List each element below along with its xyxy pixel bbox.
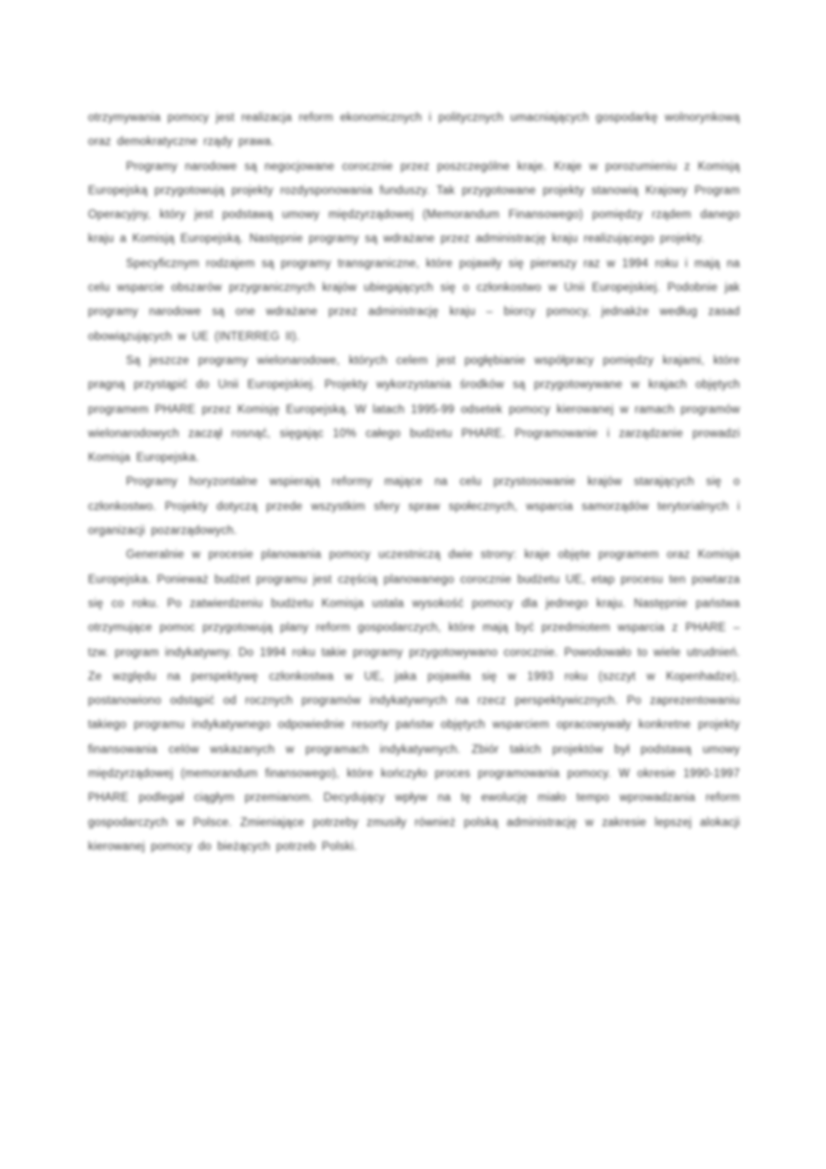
paragraph-multinational-programmes: Są jeszcze programy wielonarodowe, których celem jest pogłębianie współpracy pomiędzy krajami, które pragną przystąpić do Unii Europejskiej. Projekty wykorzystania środków są przygotowywane w krajach objętych programem PHARE przez Komisję Europejską. W latach 1995-99 odsetek pomocy kierowanej w ramach programów wielonarodowych zaczął rosnąć, sięgając 10% całego budżetu PHARE. Programowanie i zarządzanie prowadzi Komisja Europejska. <box>88 354 740 465</box>
paragraph-horizontal-programmes: Programy horyzontalne wspierają reformy mające na celu przystosowanie krajów starających się o członkostwo. Projekty dotyczą przede wszystkim sfery spraw społecznych, wsparcia samorządów terytorialnych i organizacji pozarządowych. <box>88 476 740 538</box>
text-block <box>88 106 740 859</box>
paragraph-crossborder-programmes: Specyficznym rodzajem są programy transgraniczne, które pojawiły się pierwszy raz w 1994 roku i mają na celu wsparcie obszarów przygranicznych krajów ubiegających się o członkostwo w Unii Europejskiej. Podobnie jak programy narodowe są one wdrażane przez administrację kraju – biorcy pomocy, jednakże według zasad obowiązujących w UE (INTERREG II). <box>88 257 740 343</box>
paragraph-national-programmes: Programy narodowe są negocjowane corocznie przez poszczególne kraje. Kraje w porozumieniu z Komisją Europejską przygotowują projekty rozdysponowania funduszy. Tak przygotowane projekty stanowią Krajowy Program Operacyjny, który jest podstawą umowy międzyrządowej (Memorandum Finansowego) pomiędzy rządem danego kraju a Komisją Europejską. Następnie programy są wdrażane przez administrację kraju realizującego projekty. <box>88 160 740 246</box>
paragraph-planning-process: Generalnie w procesie planowania pomocy uczestniczą dwie strony: kraje objęte programem oraz Komisja Europejska. Ponieważ budżet programu jest częścią planowanego corocznie budżetu UE, etap procesu ten powtarza się co roku. Po zatwierdzeniu budżetu Komisja ustala wysokość pomocy dla jednego kraju. Następnie państwa otrzymujące pomoc przygotowują plany reform gospodarczych, które mają być przedmiotem wsparcia z PHARE – tzw. program indykatywny. Do 1994 roku takie programy przygotowywano corocznie. Powodowało to wiele utrudnień. Ze względu na perspektywę członkostwa w UE, jaka pojawiła się w 1993 roku (szczyt w Kopenhadze), postanowiono odstąpić od rocznych programów indykatywnych na rzecz perspektywicznych. Po zaprezentowaniu takiego programu indykatywnego odpowiednie resorty państw objętych wsparciem opracowywały konkretne projekty finansowania celów wskazanych w programach indykatywnych. Zbiór takich projektów był podstawą umowy międzyrządowej (memorandum finansowego), które kończyło proces programowania pomocy. W okresie 1990-1997 PHARE podlegał ciągłym przemianom. Decydujący wpływ na tę ewolucję miało tempo wprowadzania reform gospodarczych w Polsce. Zmieniające potrzeby zmusiły również polską administrację w zakresie lepszej alokacji kierowanej pomocy do bieżących potrzeb Polski. <box>88 549 740 853</box>
paragraph-continuation: otrzymywania pomocy jest realizacja reform ekonomicznych i politycznych umacniających gospodarkę wolnorynkową oraz demokratyczne rządy prawa. <box>88 112 740 149</box>
